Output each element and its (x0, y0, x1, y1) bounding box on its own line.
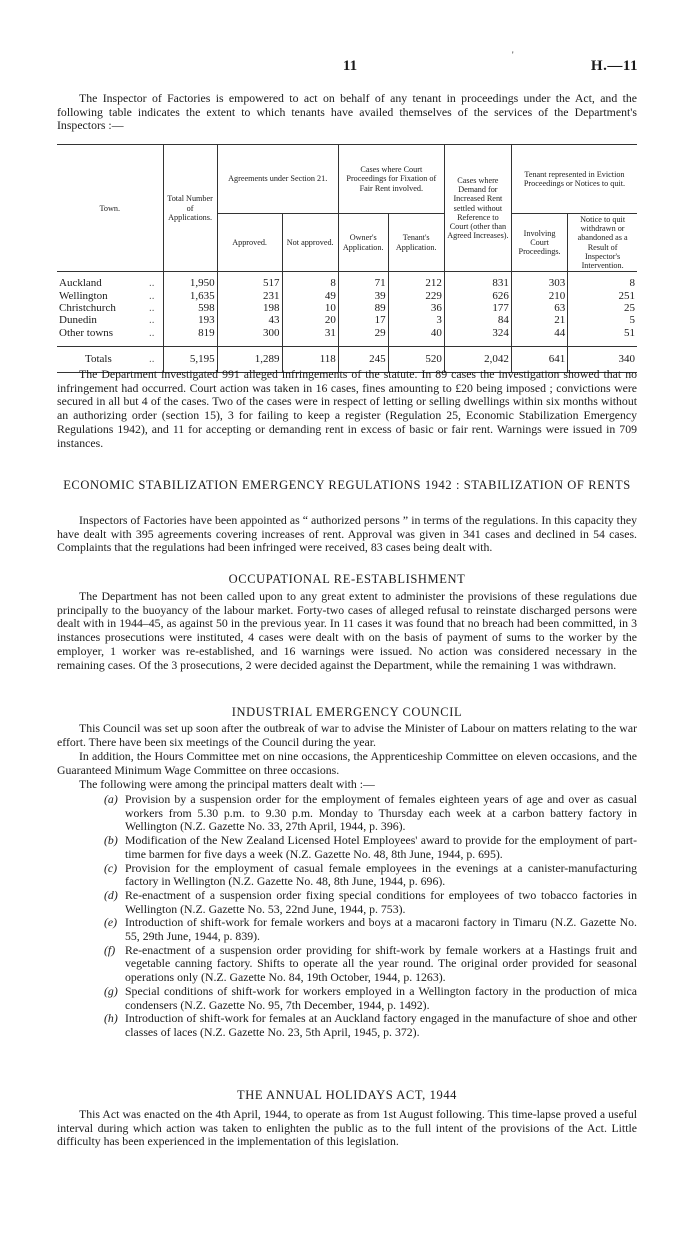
cell-total: 1,950 (163, 272, 217, 290)
table-row: Auckland .. 1,950 517 8 71 212 831 303 8 (57, 272, 637, 290)
cell-tenants: 40 (388, 327, 444, 347)
intro-paragraph: The Inspector of Factories is empowered to act on behalf of any tenant in proceedings under the Act, and the following table indicates the extent to which tenants have availed themselves of the services of the Department's Inspectors :— (57, 91, 637, 133)
cell-tenants: 36 (388, 302, 444, 314)
cell-owners: 17 (338, 314, 388, 326)
table-row: Christchurch .. 598 198 10 89 36 177 63 25 (59, 302, 635, 315)
heading-industrial-council: INDUSTRIAL EMERGENCY COUNCIL (231, 705, 463, 719)
infringements-paragraph: The Department investigated 991 alleged infringements of the statute. In 89 cases the investigation showed that no infringement had occurred. Court action was taken in 16 cases, fines amounting to £20 being imposed ; convictions were secured in all but 4 of the cases. Two of the cases were in respect of letting or selling dwellings within six months without an authorizing order (section 15), 3 for failing to keep a register (Regulation 25, Economic Stabilization Emergency Regulations 1942), and 11 for accepting or demanding rent in excess of basic or fair rent. Warnings were issued in 709 instances. (57, 367, 637, 450)
total-total: 5,195 (163, 347, 217, 372)
cell-approved: 198 (217, 302, 282, 314)
cell-involving: 210 (511, 290, 567, 302)
cell-increased: 84 (444, 314, 511, 326)
cell-approved: 43 (217, 314, 282, 326)
heading-economic-stabilization: ECONOMIC STABILIZATION EMERGENCY REGULATIONS 1942 : STABILIZATION OF RENTS (63, 478, 631, 492)
cell-increased: 177 (444, 302, 511, 314)
cell-notice: 51 (568, 327, 637, 347)
row-town: Auckland (59, 277, 102, 290)
cell-tenants: 212 (388, 272, 444, 290)
table-row: Wellington .. 1,635 231 49 39 229 626 210 251 (59, 289, 635, 302)
totals-label: Totals (85, 353, 112, 366)
cell-owners: 29 (338, 327, 388, 347)
cell-not-approved: 20 (282, 314, 338, 326)
heading-occupational: OCCUPATIONAL RE-ESTABLISHMENT (228, 572, 466, 586)
list-item: (e) Introduction of shift-work for female workers and boys at a macaroni factory in Timaru (N.Z. Gazette No. 55, 29th June, 1944, p. 839). (104, 915, 637, 944)
total-not-approved: 118 (282, 347, 338, 372)
row-town: Christchurch (59, 302, 116, 315)
row-town: Dunedin (59, 314, 97, 327)
council-paragraph-3: The following were among the principal matters dealt with :— (79, 777, 375, 791)
matters-list (57, 793, 637, 1040)
cell-total: 819 (163, 327, 217, 347)
cell-approved: 300 (217, 327, 282, 347)
cell-total: 1,635 (163, 290, 217, 302)
header-notice-withdrawn: Notice to quit withdrawn or abandoned as a Result of Inspector's Intervention. (568, 214, 637, 272)
council-paragraph-2: In addition, the Hours Committee met on nine occasions, the Apprenticeship Committee on eleven occasions, and the Guaranteed Minimum Wage Committee on three occasions. (57, 749, 637, 777)
list-item: (f) Re-enactment of a suspension order providing for shift-work by female workers at a Hastings fruit and vegetable canning factory. Shifts to operate all the year round. The original order provided for seasonal operations only (N.Z. Gazette No. 84, 19th October, 1944, p. 1263). (104, 942, 637, 985)
cell-increased: 831 (444, 272, 511, 290)
table-row: Dunedin .. 193 43 20 17 3 84 21 5 (59, 314, 635, 327)
cell-owners: 39 (338, 290, 388, 302)
cell-total: 598 (163, 302, 217, 314)
document-reference: H.—11 (590, 58, 638, 74)
cell-tenants: 229 (388, 290, 444, 302)
list-item: (b) Modification of the New Zealand Licensed Hotel Employees' award to provide for the employment of part-time barmen for five days a week (N.Z. Gazette No. 48, 8th June, 1944, p. 695). (104, 833, 637, 861)
cell-not-approved: 49 (282, 290, 338, 302)
occupational-paragraph: The Department has not been called upon to any great extent to administer the provisions of these regulations due principally to the buoyancy of the labour market. Forty-two cases of alleged refusal to reinstate discharged persons were dealt with in 1944–45, as against 50 in the previous year. In 11 cases it was found that no breach had been committed, in 3 instances prosecutions were instituted, 4 cases were dealt with on the basis of payment of sums to the worker by the employer, 1 worker was re-established, and 16 warnings were issued. No action was considered necessary in the remaining cases. Of the 3 prosecutions, 2 were decided against the Department, while the remaining 1 was withdrawn. (57, 589, 637, 672)
header-tenant-represented: Tenant represented in Eviction Proceedings or Notices to quit. (511, 145, 637, 214)
cell-involving: 21 (511, 314, 567, 326)
cell-notice: 251 (568, 290, 637, 302)
total-involving: 641 (511, 347, 567, 372)
heading-annual-holidays: THE ANNUAL HOLIDAYS ACT, 1944 (236, 1088, 458, 1102)
list-item: (g) Special conditions of shift-work for workers employed in a Wellington factory in the production of mica condensers (N.Z. Gazette No. 95, 7th December, 1944, p. 1492). (104, 983, 637, 1012)
cell-approved: 517 (217, 272, 282, 290)
page-number: 11 (342, 58, 358, 74)
list-item: (h) Introduction of shift-work for females at an Auckland factory engaged in the manufacture of shoe and other classes of laces (N.Z. Gazette No. 23, 5th April, 1945, p. 372). (104, 1011, 637, 1039)
header-tenants-application: Tenant's Application. (388, 214, 444, 272)
stray-mark: ' (512, 50, 514, 60)
cell-increased: 626 (444, 290, 511, 302)
header-total: Total Number of Applications. (163, 145, 217, 272)
header-town: Town. (99, 203, 121, 213)
total-owners: 245 (338, 347, 388, 372)
total-approved: 1,289 (217, 347, 282, 372)
cell-not-approved: 31 (282, 327, 338, 347)
header-increased: Cases where Demand for Increased Rent settled without Reference to Court (other than Agreed Increases). (444, 145, 511, 272)
list-item: (d) Re-enactment of a suspension order fixing special conditions for employees of two tobacco factories in Wellington (N.Z. Gazette No. 53, 22nd June, 1944, p. 753). (104, 887, 637, 916)
cell-not-approved: 8 (282, 272, 338, 290)
header-not-approved: Not approved. (282, 214, 338, 272)
row-town: Other towns (59, 326, 114, 339)
holidays-paragraph: This Act was enacted on the 4th April, 1944, to operate as from 1st August following. This time-lapse proved a useful interval during which action was taken to enlighten the public as to the full intent of the provisions of the Act. Little difficulty has been experienced in the implementation of this legislation. (57, 1107, 637, 1149)
cell-increased: 324 (444, 327, 511, 347)
cell-owners: 89 (338, 302, 388, 314)
cell-approved: 231 (217, 290, 282, 302)
cell-not-approved: 10 (282, 302, 338, 314)
council-paragraph-1: This Council was set up soon after the outbreak of war to advise the Minister of Labour on matters relating to the war effort. There have been six meetings of the Council during the year. (57, 721, 637, 749)
cell-owners: 71 (338, 272, 388, 290)
row-town: Wellington (59, 289, 108, 302)
header-court-cases: Cases where Court Proceedings for Fixation of Fair Rent involved. (338, 145, 444, 214)
cell-total: 193 (163, 314, 217, 326)
list-item: (c) Provision for the employment of casual female employees in the evenings at a canister-manufacturing factory in Wellington (N.Z. Gazette No. 48, 8th June, 1944, p. 696). (104, 860, 637, 889)
cell-tenants: 3 (388, 314, 444, 326)
total-tenants: 520 (388, 347, 444, 372)
cell-involving: 63 (511, 302, 567, 314)
header-involving-court: Involving Court Proceedings. (511, 214, 567, 272)
cell-involving: 303 (511, 272, 567, 290)
total-notice: 340 (568, 347, 637, 372)
list-item: (a) Provision by a suspension order for the employment of females eighteen years of age and over as casual workers from 5.30 p.m. to 9.30 p.m. Monday to Thursday each week at a carbon battery factory in Wellington (N.Z. Gazette No. 33, 27th April, 1944, p. 396). (104, 792, 637, 834)
tenancy-table (57, 144, 637, 373)
header-agreements: Agreements under Section 21. (217, 145, 338, 214)
economic-paragraph: Inspectors of Factories have been appointed as “ authorized persons ” in terms of the regulations. In this capacity they have dealt with 395 agreements covering increases of rent. Approval was given in 341 cases and declined in 54 cases. Complaints that the regulations had been infringed were received, 83 cases being dealt with. (57, 513, 637, 555)
table-row: Other towns .. 819 300 31 29 40 324 44 51 (57, 327, 637, 347)
header-approved: Approved. (217, 214, 282, 272)
cell-notice: 25 (568, 302, 637, 314)
header-owners-application: Owner's Application. (338, 214, 388, 272)
totals-row: Totals .. 5,195 1,289 118 245 520 2,042 641 340 (57, 347, 637, 372)
cell-involving: 44 (511, 327, 567, 347)
total-increased: 2,042 (444, 347, 511, 372)
cell-notice: 5 (568, 314, 637, 326)
cell-notice: 8 (568, 272, 637, 290)
